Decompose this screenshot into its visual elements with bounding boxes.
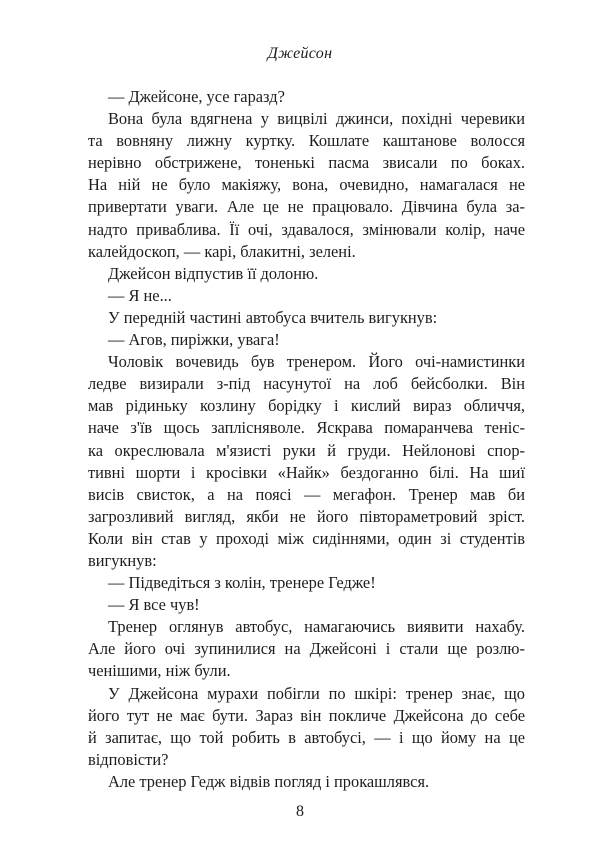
text-line: калейдоскоп, — карі, блакитні, зелені. [88,241,356,261]
text-line: На ній не було макіяжу, вона, очевидно, намагалася не [88,175,525,195]
text-line: ледве визирали з-під насунутої на лоб бейсболки. Він [88,374,525,394]
text-line: — Підведіться з колін, тренере Гедже! [108,573,376,593]
text-line: тивні шорти і кросівки «Найк» бездоганно білі. На шиї [88,462,525,482]
page-number: 8 [296,803,304,820]
text-line: У передній частині автобуса вчитель вигукнув: [108,307,438,327]
text-line: Але тренер Гедж відвів погляд і прокашлявся. [108,771,430,791]
text-line: — Я все чув! [108,595,200,615]
text-line: ченішими, ніж були. [88,661,231,681]
text-line: Коли він став у проході між сидіннями, один зі студентів [88,528,525,548]
text-line: Але його очі зупинилися на Джейсоні і стали ще розлю- [88,639,525,659]
text-line: загрозливий вигляд, якби не його півтораметровий зріст. [88,506,525,526]
text-line: його тут не має бути. Зараз він покличе Джейсона до себе [88,705,525,725]
text-line: й запитає, що той робить в автобусі, — і що йому на це [88,727,525,747]
text-line: Чоловік вочевидь був тренером. Його очі-намистинки [108,352,525,372]
text-line: наче з'їв щось заплісняволе. Яскрава помаранчева теніс- [88,418,525,438]
text-line: — Джейсоне, усе гаразд? [108,87,285,106]
running-head: Джейсон [267,45,333,62]
text-line: надто приваблива. Її очі, здавалося, змінювали колір, наче [88,219,525,239]
text-line: вигукнув: [88,550,157,570]
text-line: У Джейсона мурахи побігли по шкірі: тренер знає, що [108,683,525,703]
text-line: відповісти? [88,749,169,769]
text-line: ка окреслювала м'язисті руки й груди. Нейлонові спор- [88,440,525,460]
text-line: — Я не... [108,285,172,305]
text-line: привертати уваги. Але це не працювало. Дівчина була за- [88,197,525,217]
text-line: Вона була вдягнена у вицвілі джинси, похідні черевики [108,109,525,129]
text-line: — Агов, пиріжки, увага! [108,330,280,350]
text-line: мав рідиньку козлину борідку і кислий вираз обличчя, [88,396,525,416]
text-line: висів свисток, а на поясі — мегафон. Тренер мав би [88,484,525,504]
text-line: Джейсон відпустив її долоню. [108,263,319,283]
body-text [88,86,525,793]
text-line: Тренер оглянув автобус, намагаючись виявити нахабу. [108,617,525,637]
text-line: та вовняну лижну куртку. Кошлате каштанове волосся [88,131,525,151]
text-line: нерівно обстрижене, тоненькі пасма звисали по боках. [88,153,525,173]
